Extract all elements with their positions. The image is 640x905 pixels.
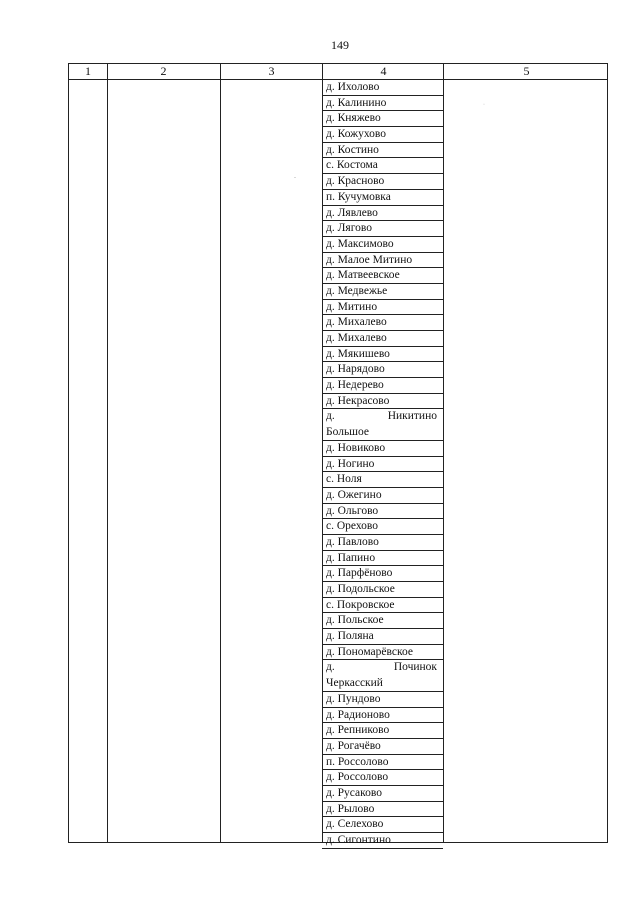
list-item: д. Ногино [322,457,443,473]
list-item: д. Калинино [322,96,443,112]
list-item: д. Ихолово [322,80,443,96]
list-item: п. Кучумовка [322,190,443,206]
list-item: д. Медвежье [322,284,443,300]
column-divider [107,64,108,842]
list-item: д. Папино [322,551,443,567]
list-item: с. Костома [322,158,443,174]
list-item: д. Красново [322,174,443,190]
list-item-name: Починок [393,661,437,674]
settlement-list [322,80,443,849]
list-item: д. Польское [322,613,443,629]
list-item: д. Недерево [322,378,443,394]
header-col-5: 5 [523,64,530,78]
list-item-prefix: д. [326,661,335,674]
list-item: д. Матвеевское [322,268,443,284]
list-item: д. Некрасово [322,394,443,410]
list-item: д. Мякишево [322,347,443,363]
list-item: д. Костино [322,143,443,159]
list-item: д. Новиково [322,441,443,457]
list-item: д. Парфёново [322,566,443,582]
page-number: 149 [331,38,349,52]
list-item: д. Русаково [322,786,443,802]
header-col-3: 3 [268,64,275,78]
list-item: д. Михалево [322,315,443,331]
list-item: д. Княжево [322,111,443,127]
scan-speck: - [294,175,296,181]
list-item: д. Митино [322,300,443,316]
list-item: д. Рогачёво [322,739,443,755]
list-item: д. Репниково [322,723,443,739]
list-item: д. Лягово [322,221,443,237]
list-item [322,660,443,691]
list-item [322,409,443,440]
header-col-1: 1 [85,64,91,78]
column-divider [220,64,221,842]
list-item: д. Пундово [322,692,443,708]
list-item: д. Поляна [322,629,443,645]
list-item: с. Ноля [322,472,443,488]
list-item: д. Малое Митино [322,253,443,269]
list-item: с. Орехово [322,519,443,535]
list-item: д. Максимово [322,237,443,253]
list-item: д. Пономарёвское [322,645,443,661]
list-item-name-cont: Черкасский [326,676,383,689]
list-item: д. Павлово [322,535,443,551]
column-divider [443,64,444,842]
list-item: д. Россолово [322,770,443,786]
list-item: д. Лявлево [322,206,443,222]
list-item-name-cont: Большое [326,425,370,438]
list-item: с. Покровское [322,598,443,614]
list-item: д. Кожухово [322,127,443,143]
table-header-row [69,64,607,80]
list-item: д. Ожегино [322,488,443,504]
list-item: д. Селехово [322,817,443,833]
scan-speck: · [483,102,485,108]
list-item: д. Рылово [322,802,443,818]
header-col-2: 2 [160,64,167,78]
list-item: д. Нарядово [322,362,443,378]
list-item: д. Ольгово [322,504,443,520]
list-item: д. Михалево [322,331,443,347]
list-item: д. Подольское [322,582,443,598]
list-item: п. Россолово [322,755,443,771]
header-col-4: 4 [380,64,387,78]
list-item-prefix: д. [326,410,335,423]
list-item: д. Сигонтино [322,833,443,849]
list-item: д. Радионово [322,708,443,724]
list-item-name: Никитино [387,410,437,423]
table [68,63,608,847]
